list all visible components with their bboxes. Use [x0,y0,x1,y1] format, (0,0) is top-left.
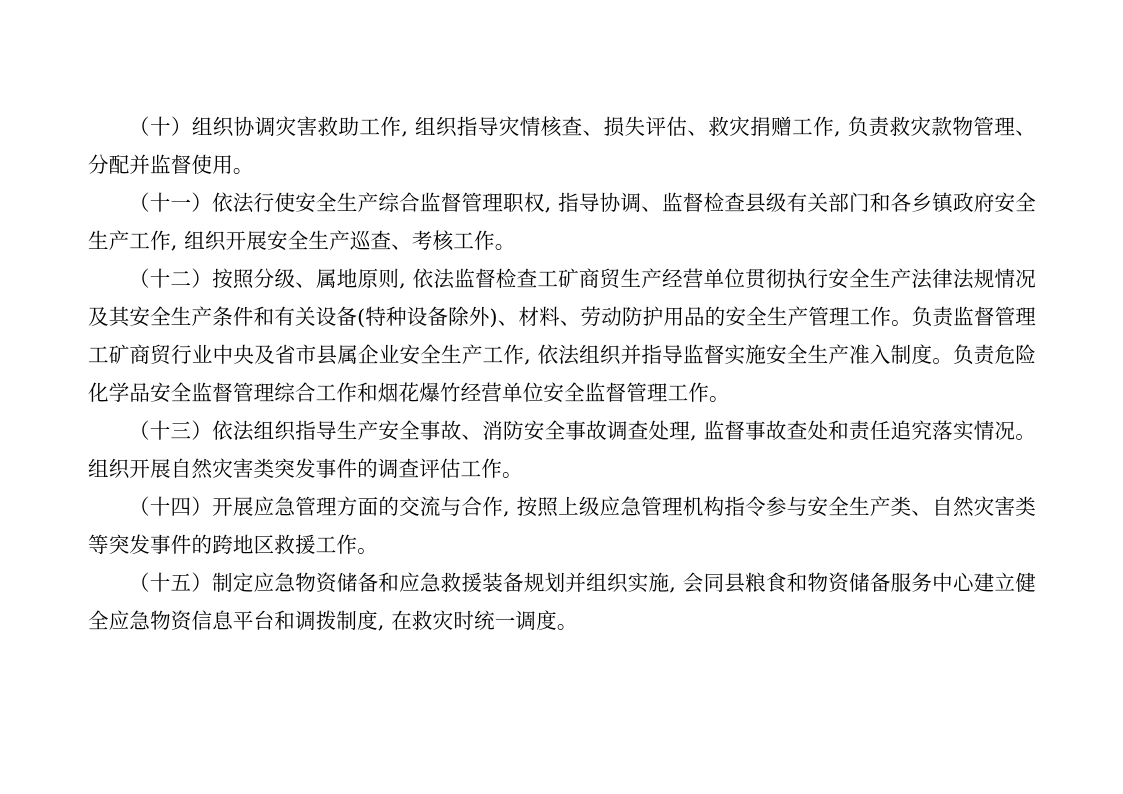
paragraph-10: （十）组织协调灾害救助工作, 组织指导灾情核查、损失评估、救灾捐赠工作, 负责救灾款物管理、分配并监督使用。 [88,115,1036,177]
paragraph-15: （十五）制定应急物资储备和应急救援装备规划并组织实施, 会同县粮食和物资储备服务中心建立健全应急物资信息平台和调拨制度, 在救灾时统一调度。 [88,571,1036,633]
paragraph-12: （十二）按照分级、属地原则, 依法监督检查工矿商贸生产经营单位贯彻执行安全生产法律法规情况及其安全生产条件和有关设备(特种设备除外)、材料、劳动防护用品的安全生产管理工作。负责监督管理工矿商贸行业中央及省市县属企业安全生产工作, 依法组织并指导监督实施安全生产准入制度。负责危险化学品安全监督管理综合工作和烟花爆竹经营单位安全监督管理工作。 [88,267,1036,405]
document-body [88,108,1036,640]
paragraph-11: （十一）依法行使安全生产综合监督管理职权, 指导协调、监督检查县级有关部门和各乡镇政府安全生产工作, 组织开展安全生产巡查、考核工作。 [88,191,1036,253]
paragraph-14: （十四）开展应急管理方面的交流与合作, 按照上级应急管理机构指令参与安全生产类、自然灾害类等突发事件的跨地区救援工作。 [88,495,1036,557]
paragraph-13: （十三）依法组织指导生产安全事故、消防安全事故调查处理, 监督事故查处和责任追究落实情况。组织开展自然灾害类突发事件的调查评估工作。 [88,419,1036,481]
